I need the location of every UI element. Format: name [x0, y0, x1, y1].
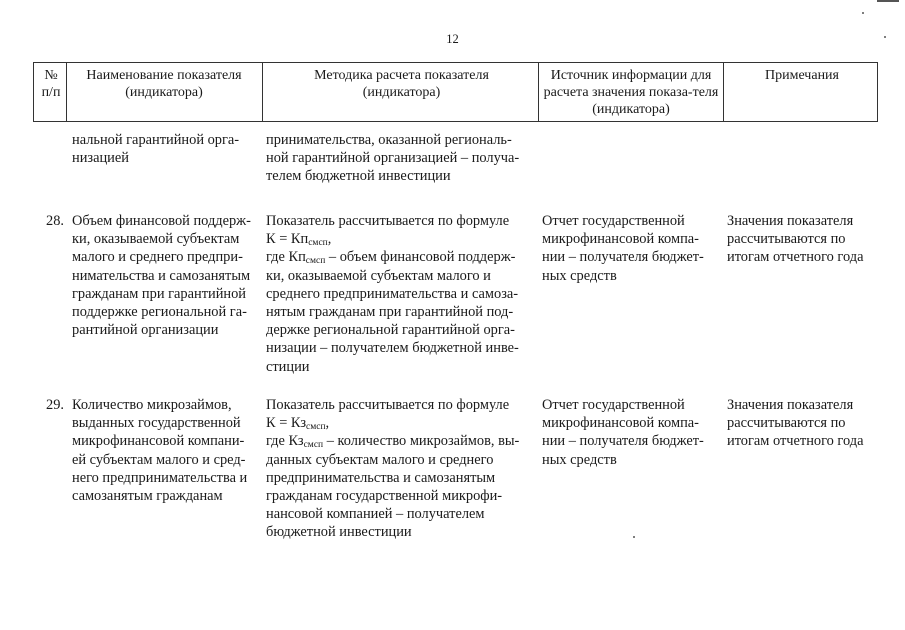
text-line: микрофинансовой компа-	[542, 415, 699, 432]
text-line: бюджетной инвестиции	[266, 524, 412, 541]
text-line: итогам отчетного года	[727, 249, 864, 266]
column-divider	[723, 63, 724, 121]
formula	[266, 230, 538, 248]
column-divider	[262, 63, 263, 121]
text-line: низации – получателем бюджетной инве-	[266, 340, 519, 357]
notes	[727, 212, 875, 267]
continuation-method	[266, 131, 538, 186]
scan-mark	[877, 0, 899, 2]
text-line: стиции	[266, 358, 310, 375]
definition-subscript: смсп	[305, 256, 326, 267]
text-line: ной гарантийной организацией – получа-	[266, 150, 520, 167]
header-notes: Примечания	[764, 68, 839, 83]
header-calculation-method: Методика расчета показателя (индикатора)	[314, 68, 489, 100]
text-line: нансовой компанией – получателем	[266, 506, 485, 523]
header-number: № п/п	[41, 68, 61, 100]
text-line: данных субъектам малого и среднего	[266, 451, 494, 468]
definition-prefix: где Кп	[266, 249, 306, 266]
formula-definition	[266, 248, 538, 266]
text-line: рантийной организации	[72, 322, 219, 339]
definition-text: – объем финансовой поддерж-	[325, 249, 516, 266]
text-line: выданных государственной	[72, 415, 241, 432]
text-line: держке региональной гарантийной орга-	[266, 322, 515, 339]
text-line: среднего предпринимательства и самоза-	[266, 285, 519, 302]
scan-speck	[633, 536, 635, 538]
formula-subscript: смсп	[308, 238, 328, 249]
scan-speck	[862, 12, 864, 14]
text-line: микрофинансовой компа-	[542, 231, 699, 248]
column-divider	[66, 63, 67, 121]
text-line: ки, оказываемой субъектам	[72, 231, 240, 248]
definition-text: – количество микрозаймов, вы-	[323, 433, 520, 450]
header-information-source: Источник информации для расчета значения показа-теля (индикатора)	[543, 68, 719, 117]
formula	[266, 414, 538, 432]
text-line: Количество микрозаймов,	[72, 397, 232, 413]
text-line: ных средств	[542, 451, 617, 468]
text-line: нии – получателя бюджет-	[542, 249, 704, 266]
text-line: ных средств	[542, 267, 617, 284]
page-number: 12	[446, 32, 459, 46]
text-line: гражданам государственной микрофи-	[266, 488, 503, 505]
text-line: микрофинансовой компани-	[72, 433, 245, 450]
information-source	[542, 212, 722, 285]
text-line: рассчитываются по	[727, 231, 846, 248]
text-line: него предпринимательства и	[72, 469, 248, 486]
text-line: Значения показателя	[727, 397, 854, 413]
calculation-method	[266, 396, 538, 542]
text-line: принимательства, оказанной региональ-	[266, 132, 512, 148]
column-divider	[538, 63, 539, 121]
text-line: нии – получателя бюджет-	[542, 433, 704, 450]
formula-definition	[266, 432, 538, 450]
calculation-method	[266, 212, 538, 376]
text-line: Показатель рассчитывается по формуле	[266, 213, 510, 229]
text-line: нимательства и самозанятым	[72, 267, 251, 284]
text-line: малого и среднего предпри-	[72, 249, 243, 266]
formula-end: ,	[327, 231, 332, 248]
notes	[727, 396, 875, 451]
continuation-name	[72, 131, 262, 167]
text-line: Значения показателя	[727, 213, 854, 229]
information-source	[542, 396, 722, 469]
text-line: рассчитываются по	[727, 415, 846, 432]
text-line: низацией	[72, 150, 129, 167]
text-line: телем бюджетной инвестиции	[266, 168, 451, 185]
text-line: ки, оказываемой субъектам малого и	[266, 267, 491, 284]
formula-lhs: К = Кз	[266, 415, 307, 432]
header-indicator-name: Наименование показателя (индикатора)	[86, 68, 242, 100]
text-line: самозанятым гражданам	[72, 488, 223, 505]
text-line: Отчет государственной	[542, 397, 685, 413]
text-line: итогам отчетного года	[727, 433, 864, 450]
indicator-name	[72, 396, 262, 505]
text-line: ей субъектам малого и сред-	[72, 451, 246, 468]
table-header	[33, 62, 878, 122]
text-line: Отчет государственной	[542, 213, 685, 229]
text-line: Показатель рассчитывается по формуле	[266, 397, 510, 413]
formula-lhs: К = Кп	[266, 231, 309, 248]
text-line: предпринимательства и самозанятым	[266, 469, 496, 486]
text-line: нятым гражданам при гарантийной под-	[266, 304, 514, 321]
row-number: 29.	[46, 397, 64, 413]
definition-prefix: где Кз	[266, 433, 304, 450]
definition-subscript: смсп	[303, 440, 324, 451]
text-line: нальной гарантийной орга-	[72, 132, 240, 148]
text-line: гражданам при гарантийной	[72, 285, 246, 302]
text-line: Объем финансовой поддерж-	[72, 213, 251, 229]
formula-end: ,	[325, 415, 330, 432]
text-line: поддержке региональной га-	[72, 304, 247, 321]
indicator-name	[72, 212, 262, 339]
formula-subscript: смсп	[306, 422, 326, 433]
row-number: 28.	[46, 213, 64, 229]
